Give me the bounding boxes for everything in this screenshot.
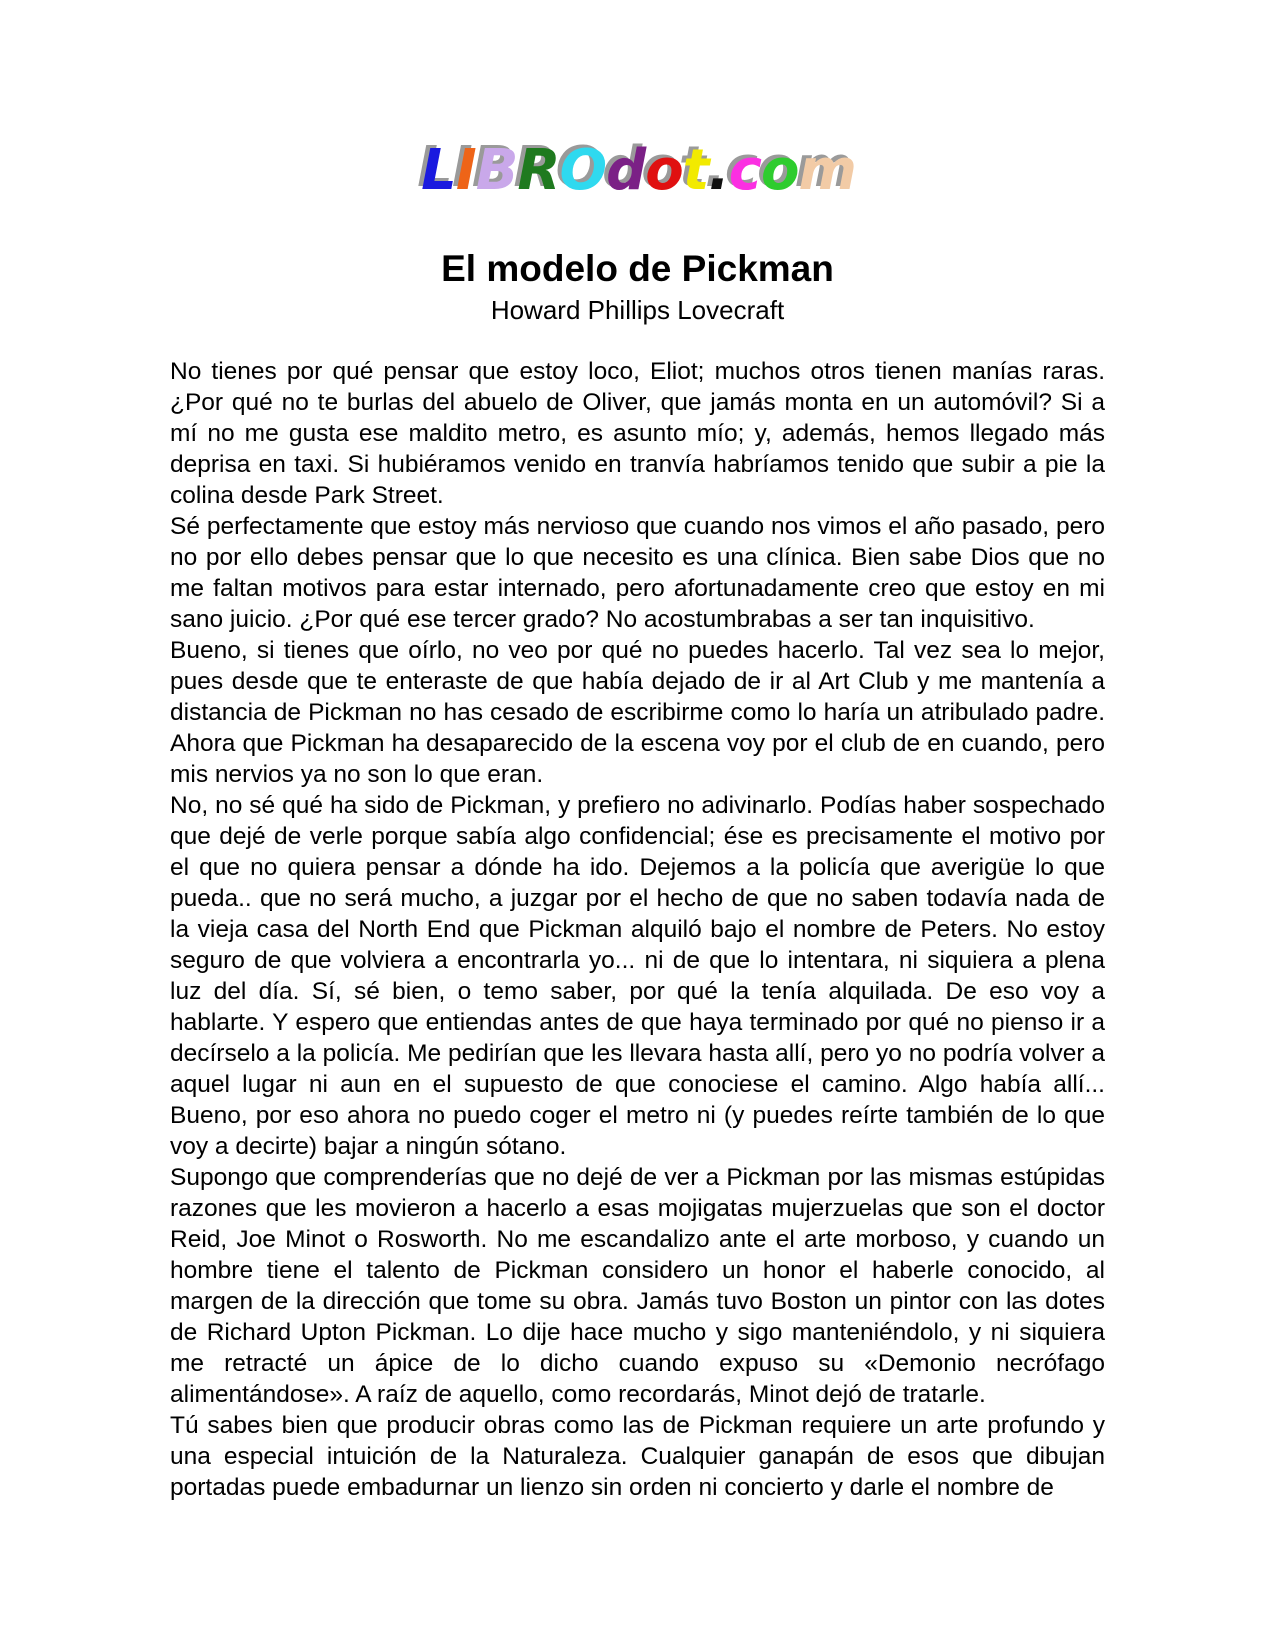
logo-letter: m	[798, 138, 854, 203]
logo-letter: c	[728, 138, 759, 203]
logo-letter: .	[708, 138, 727, 203]
logo-letter: t	[682, 138, 707, 203]
story-paragraph: Supongo que comprenderías que no dejé de ver a Pickman por las mismas estúpidas razones que les movieron a hacerlo a esas mojigatas mujerzuelas que son el doctor Reid, Joe Minot o Rosworth. No me escandalizo ante el arte morboso, y cuando un hombre tiene el talento de Pickman considero un honor el haberle conocido, al margen de la dirección que tome su obra. Jamás tuvo Boston un pintor con las dotes de Richard Upton Pickman. Lo dije hace mucho y sigo manteniéndolo, y ni siquiera me retracté un ápice de lo dicho cuando expuso su «Demonio necrófago alimentándose». A raíz de aquello, como recordarás, Minot dejó de tratarle.	[170, 1164, 1105, 1408]
story-paragraph: No tienes por qué pensar que estoy loco, Eliot; muchos otros tienen manías raras. ¿Por qué no te burlas del abuelo de Oliver, que jamás monta en un automóvil? Si a mí no me gusta ese maldito metro, es asunto mío; y, además, hemos llegado más deprisa en taxi. Si hubiéramos venido en tranvía habríamos tenido que subir a pie la colina desde Park Street.	[170, 358, 1105, 509]
logo-letter: L	[421, 138, 454, 203]
author-subtitle: Howard Phillips Lovecraft	[490, 295, 785, 325]
story-paragraph: Bueno, si tienes que oírlo, no veo por qué no puedes hacerlo. Tal vez sea lo mejor, pues desde que te enteraste de que había dejado de ir al Art Club y me mantenía a distancia de Pickman no has cesado de escribirme como lo haría un atribulado padre. Ahora que Pickman ha desaparecido de la escena voy por el club de en cuando, pero mis nervios ya no son lo que eran.	[170, 637, 1105, 788]
logo-letter: B	[475, 138, 516, 203]
logo-letter: I	[455, 138, 474, 203]
story-paragraph: No, no sé qué ha sido de Pickman, y prefiero no adivinarlo. Podías haber sospechado que dejé de verle porque sabía algo confidencial; ése es precisamente el motivo por el que no quiera pensar a dónde ha ido. Dejemos a la policía que averigüe lo que pueda.. que no será mucho, a juzgar por el hecho de que no saben todavía nada de la vieja casa del North End que Pickman alquiló bajo el nombre de Peters. No estoy seguro de que volviera a encontrarla yo... ni de que lo intentara, ni siquiera a plena luz del día. Sí, sé bien, o temo saber, por qué la tenía alquilada. De eso voy a hablarte. Y espero que entiendas antes de que haya terminado por qué no pienso ir a decírselo a la policía. Me pedirían que les llevara hasta allí, pero yo no podría volver a aquel lugar ni aun en el supuesto de que conociese el camino. Algo había allí... Bueno, por eso ahora no puedo coger el metro ni (y puedes reírte también de lo que voy a decirte) bajar a ningún sótano.	[170, 792, 1105, 1160]
story-body	[170, 356, 1105, 1503]
story-paragraph: Tú sabes bien que producir obras como las de Pickman requiere un arte profundo y una especial intuición de la Naturaleza. Cualquier ganapán de esos que dibujan portadas puede embadurnar un lienzo sin orden ni concierto y darle el nombre de	[170, 1412, 1105, 1501]
logo-letter: o	[645, 138, 681, 203]
story-paragraph: Sé perfectamente que estoy más nervioso que cuando nos vimos el año pasado, pero no por ello debes pensar que lo que necesito es una clínica. Bien sabe Dios que no me faltan motivos para estar internado, pero afortunadamente creo que estoy en mi sano juicio. ¿Por qué ese tercer grado? No acostumbrabas a ser tan inquisitivo.	[170, 513, 1105, 633]
librodot-logo	[0, 138, 1275, 203]
logo-letter: O	[559, 138, 605, 203]
logo-letter: d	[606, 138, 644, 203]
logo-letter: R	[517, 138, 558, 203]
page-title: El modelo de Pickman	[441, 248, 834, 289]
logo-letter: o	[760, 138, 797, 203]
